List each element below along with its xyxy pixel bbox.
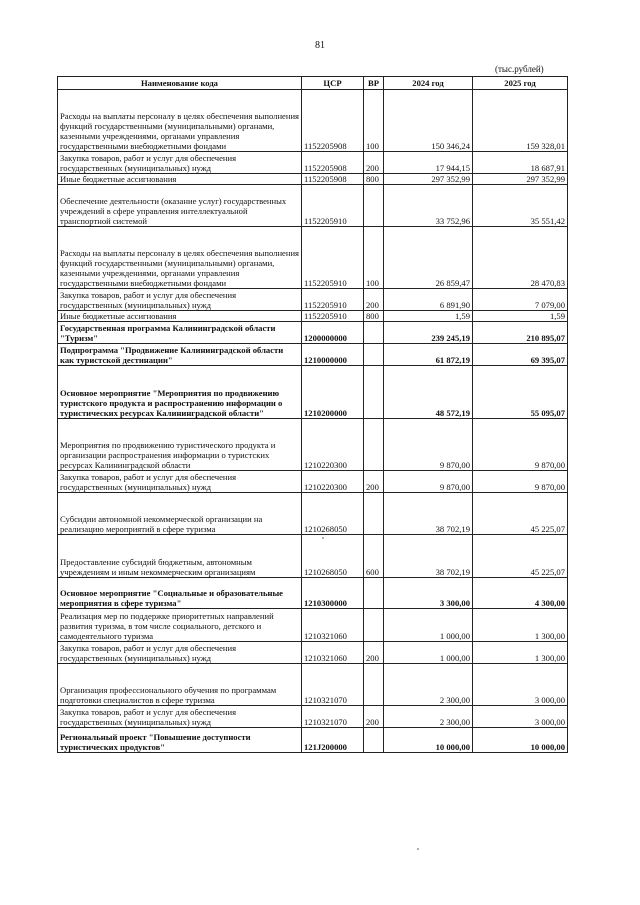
cell-2025: 69 395,07 [473, 344, 568, 366]
cell-name: Обеспечение деятельности (оказание услуг) государственных учреждений в сфере управления интеллектуальной транспортной системой [58, 185, 302, 227]
cell-2024: 6 891,90 [384, 289, 473, 311]
cell-2024: 1,59 [384, 311, 473, 322]
cell-vr [364, 609, 384, 642]
cell-2024: 17 944,15 [384, 152, 473, 174]
cell-vr: 200 [364, 152, 384, 174]
cell-2024: 1 000,00 [384, 609, 473, 642]
cell-csr: 1210200000 [302, 366, 364, 419]
cell-2024: 1 000,00 [384, 642, 473, 664]
cell-csr: 1152205910 [302, 227, 364, 289]
cell-2025: 210 895,07 [473, 322, 568, 344]
cell-name: Иные бюджетные ассигнования [58, 311, 302, 322]
cell-csr: 1210321070 [302, 664, 364, 706]
cell-name: Иные бюджетные ассигнования [58, 174, 302, 185]
table-row [58, 174, 568, 185]
cell-2024: 150 346,24 [384, 90, 473, 152]
cell-name: Расходы на выплаты персоналу в целях обеспечения выполнения функций государственными (муниципальными) органами, казенными учреждениями, органами управления государственными внебюджетными фондами [58, 227, 302, 289]
cell-2024: 38 702,19 [384, 535, 473, 578]
table-row [58, 728, 568, 753]
header-2024: 2024 год [384, 77, 473, 90]
cell-vr [364, 664, 384, 706]
table-row [58, 185, 568, 227]
cell-2024: 38 702,19 [384, 493, 473, 535]
cell-2025: 7 079,00 [473, 289, 568, 311]
table-row [58, 493, 568, 535]
table-row [58, 152, 568, 174]
table-row [58, 322, 568, 344]
cell-2025: 1,59 [473, 311, 568, 322]
cell-name: Закупка товаров, работ и услуг для обеспечения государственных (муниципальных) нужд [58, 152, 302, 174]
cell-2024: 61 872,19 [384, 344, 473, 366]
cell-vr [364, 493, 384, 535]
cell-vr [364, 185, 384, 227]
cell-vr [364, 728, 384, 753]
cell-name: Закупка товаров, работ и услуг для обеспечения государственных (муниципальных) нужд [58, 642, 302, 664]
cell-2024: 239 245,19 [384, 322, 473, 344]
cell-2024: 26 859,47 [384, 227, 473, 289]
cell-2025: 4 300,00 [473, 578, 568, 609]
table-header-row [58, 77, 568, 90]
table-row [58, 535, 568, 578]
cell-csr: 1210268050 [302, 493, 364, 535]
cell-2024: 9 870,00 [384, 419, 473, 471]
cell-csr: 1210321060 [302, 642, 364, 664]
page-number: 81 [315, 40, 325, 51]
header-csr: ЦСР [302, 77, 364, 90]
cell-2025: 10 000,00 [473, 728, 568, 753]
scan-speck [322, 537, 324, 539]
cell-name: Закупка товаров, работ и услуг для обеспечения государственных (муниципальных) нужд [58, 471, 302, 493]
cell-name: Расходы на выплаты персоналу в целях обеспечения выполнения функций государственными (муниципальными) органами, казенными учреждениями, органами управления государственными внебюджетными фондами [58, 90, 302, 152]
cell-2025: 9 870,00 [473, 419, 568, 471]
cell-2025: 45 225,07 [473, 493, 568, 535]
cell-csr: 1152205910 [302, 185, 364, 227]
cell-vr: 200 [364, 471, 384, 493]
cell-2024: 2 300,00 [384, 664, 473, 706]
cell-2025: 159 328,01 [473, 90, 568, 152]
cell-2024: 33 752,96 [384, 185, 473, 227]
cell-name: Мероприятия по продвижению туристического продукта и организации распространения информации о туристских ресурсах Калининградской области [58, 419, 302, 471]
cell-csr: 121J200000 [302, 728, 364, 753]
cell-2025: 18 687,91 [473, 152, 568, 174]
cell-name: Государственная программа Калининградской области "Туризм" [58, 322, 302, 344]
cell-2025: 3 000,00 [473, 706, 568, 728]
cell-csr: 1152205908 [302, 174, 364, 185]
cell-vr [364, 344, 384, 366]
cell-name: Региональный проект "Повышение доступности туристических продуктов" [58, 728, 302, 753]
cell-2024: 297 352,99 [384, 174, 473, 185]
table-row [58, 344, 568, 366]
table-row [58, 609, 568, 642]
cell-2024: 10 000,00 [384, 728, 473, 753]
budget-table [57, 76, 568, 753]
cell-csr: 1152205908 [302, 152, 364, 174]
cell-2025: 1 300,00 [473, 642, 568, 664]
cell-vr: 800 [364, 311, 384, 322]
table-row [58, 706, 568, 728]
cell-2024: 9 870,00 [384, 471, 473, 493]
cell-vr [364, 366, 384, 419]
cell-vr [364, 578, 384, 609]
cell-vr: 200 [364, 289, 384, 311]
cell-2025: 55 095,07 [473, 366, 568, 419]
table-row [58, 366, 568, 419]
cell-csr: 1210268050 [302, 535, 364, 578]
header-vr: ВР [364, 77, 384, 90]
scan-speck [417, 848, 419, 850]
table-row [58, 578, 568, 609]
cell-2025: 1 300,00 [473, 609, 568, 642]
cell-name: Основное мероприятие "Мероприятия по продвижению туристского продукта и распространению информации о туристических ресурсах Калининградской области" [58, 366, 302, 419]
cell-vr: 200 [364, 706, 384, 728]
cell-name: Реализация мер по поддержке приоритетных направлений развития туризма, в том числе социального, детского и самодеятельного туризма [58, 609, 302, 642]
cell-vr: 800 [364, 174, 384, 185]
cell-csr: 1152205908 [302, 90, 364, 152]
cell-name: Закупка товаров, работ и услуг для обеспечения государственных (муниципальных) нужд [58, 706, 302, 728]
table-row [58, 471, 568, 493]
cell-vr: 600 [364, 535, 384, 578]
cell-vr [364, 322, 384, 344]
table-row [58, 227, 568, 289]
cell-csr: 1210220300 [302, 471, 364, 493]
cell-csr: 1210321060 [302, 609, 364, 642]
cell-2025: 28 470,83 [473, 227, 568, 289]
cell-vr: 200 [364, 642, 384, 664]
cell-2024: 3 300,00 [384, 578, 473, 609]
cell-name: Предоставление субсидий бюджетным, автономным учреждениям и иным некоммерческим организациям [58, 535, 302, 578]
cell-2025: 9 870,00 [473, 471, 568, 493]
table-row [58, 419, 568, 471]
cell-name: Субсидии автономной некоммерческой организации на реализацию мероприятий в сфере туризма [58, 493, 302, 535]
units-label: (тыс.рублей) [495, 64, 544, 74]
cell-vr: 100 [364, 90, 384, 152]
cell-csr: 1152205910 [302, 311, 364, 322]
cell-csr: 1210000000 [302, 344, 364, 366]
cell-csr: 1210321070 [302, 706, 364, 728]
cell-csr: 1152205910 [302, 289, 364, 311]
cell-2025: 35 551,42 [473, 185, 568, 227]
cell-name: Закупка товаров, работ и услуг для обеспечения государственных (муниципальных) нужд [58, 289, 302, 311]
cell-2025: 45 225,07 [473, 535, 568, 578]
header-2025: 2025 год [473, 77, 568, 90]
table-row [58, 642, 568, 664]
cell-name: Организация профессионального обучения по программам подготовки специалистов в сфере туризма [58, 664, 302, 706]
table-row [58, 311, 568, 322]
cell-2024: 48 572,19 [384, 366, 473, 419]
cell-2025: 297 352,99 [473, 174, 568, 185]
cell-2025: 3 000,00 [473, 664, 568, 706]
cell-vr: 100 [364, 227, 384, 289]
table-row [58, 664, 568, 706]
cell-name: Основное мероприятие "Социальные и образовательные мероприятия в сфере туризма" [58, 578, 302, 609]
table-row [58, 289, 568, 311]
table-body [58, 90, 568, 753]
cell-csr: 1210220300 [302, 419, 364, 471]
cell-csr: 1200000000 [302, 322, 364, 344]
cell-name: Подпрограмма "Продвижение Калининградской области как туристской дестинации" [58, 344, 302, 366]
cell-2024: 2 300,00 [384, 706, 473, 728]
table-row [58, 90, 568, 152]
header-name: Наименование кода [58, 77, 302, 90]
cell-vr [364, 419, 384, 471]
cell-csr: 1210300000 [302, 578, 364, 609]
